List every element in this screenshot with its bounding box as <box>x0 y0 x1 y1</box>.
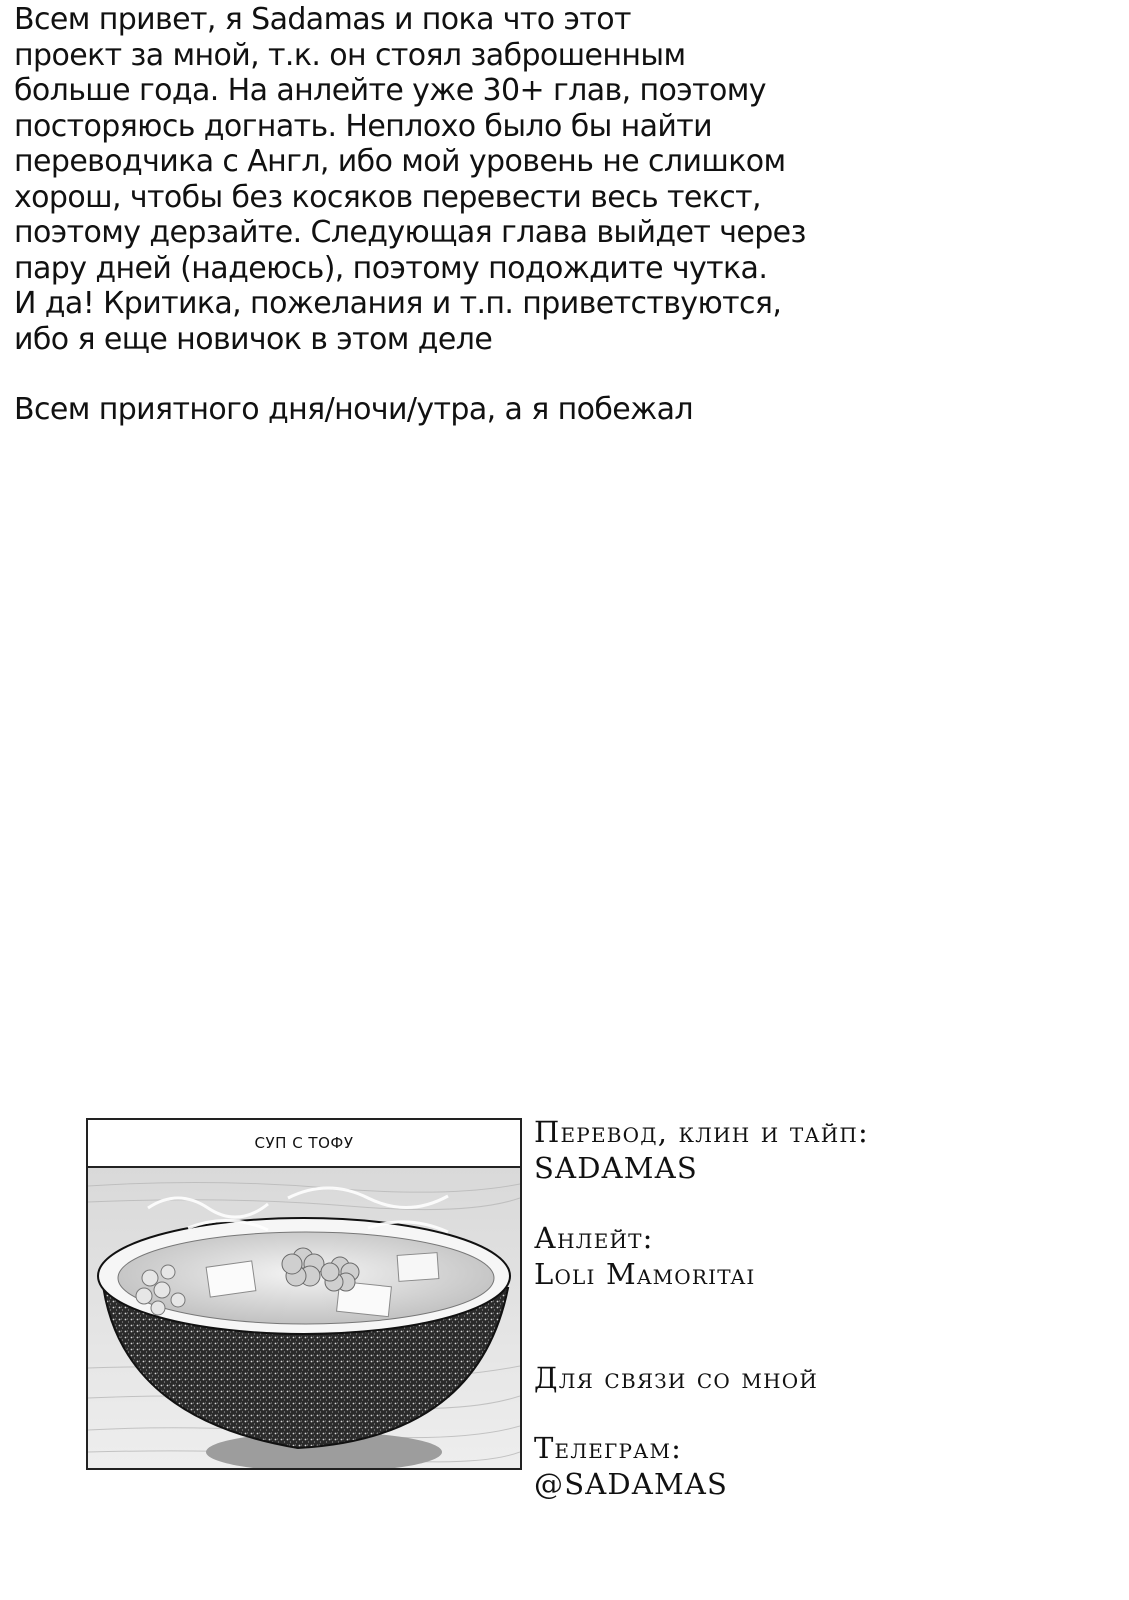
note-line: ибо я еще новичок в этом деле <box>14 321 493 357</box>
note-line: пару дней (надеюсь), поэтому подождите чутка. <box>14 250 768 286</box>
note-farewell: Всем приятного дня/ночи/утра, а я побежал <box>14 392 693 427</box>
note-line: хорош, чтобы без косяков перевести весь текст, <box>14 179 761 215</box>
tofu-soup-illustration <box>88 1168 520 1468</box>
credit-english-label: Анлейт: <box>534 1221 654 1255</box>
note-line: И да! Критика, пожелания и т.п. приветствуются, <box>14 286 782 321</box>
credit-translation-label: Перевод, клин и тайп: <box>534 1115 870 1149</box>
credit-english-value: Loli Mamoritai <box>534 1257 756 1291</box>
panel-caption: СУП С ТОФУ <box>88 1120 520 1168</box>
note-spacer <box>14 357 1014 392</box>
note-line: больше года. На анлейте уже 30+ глав, поэтому <box>14 73 766 108</box>
note-line: Всем привет, я Sadamas и пока что этот <box>14 2 631 37</box>
manga-panel <box>86 1118 522 1470</box>
note-line: переводчика с Англ, ибо мой уровень не слишком <box>14 144 786 179</box>
credit-translation <box>534 1114 1094 1186</box>
credit-telegram-value: @SADAMAS <box>534 1467 729 1501</box>
credits <box>534 1114 1094 1536</box>
note-line: проект за мной, т.к. он стоял заброшенным <box>14 37 686 73</box>
credit-telegram <box>534 1430 1094 1502</box>
note-line: поэтому дерзайте. Следующая глава выйдет через <box>14 215 806 250</box>
credit-translation-value: SADAMAS <box>534 1151 698 1185</box>
note-line: посторяюсь догнать. Неплохо было бы найти <box>14 108 713 144</box>
credit-telegram-label: Телеграм: <box>534 1431 683 1465</box>
credit-contact <box>534 1360 1094 1396</box>
credit-contact-label: Для связи со мной <box>534 1361 818 1395</box>
translator-note <box>14 2 1014 428</box>
credit-english <box>534 1220 1094 1292</box>
